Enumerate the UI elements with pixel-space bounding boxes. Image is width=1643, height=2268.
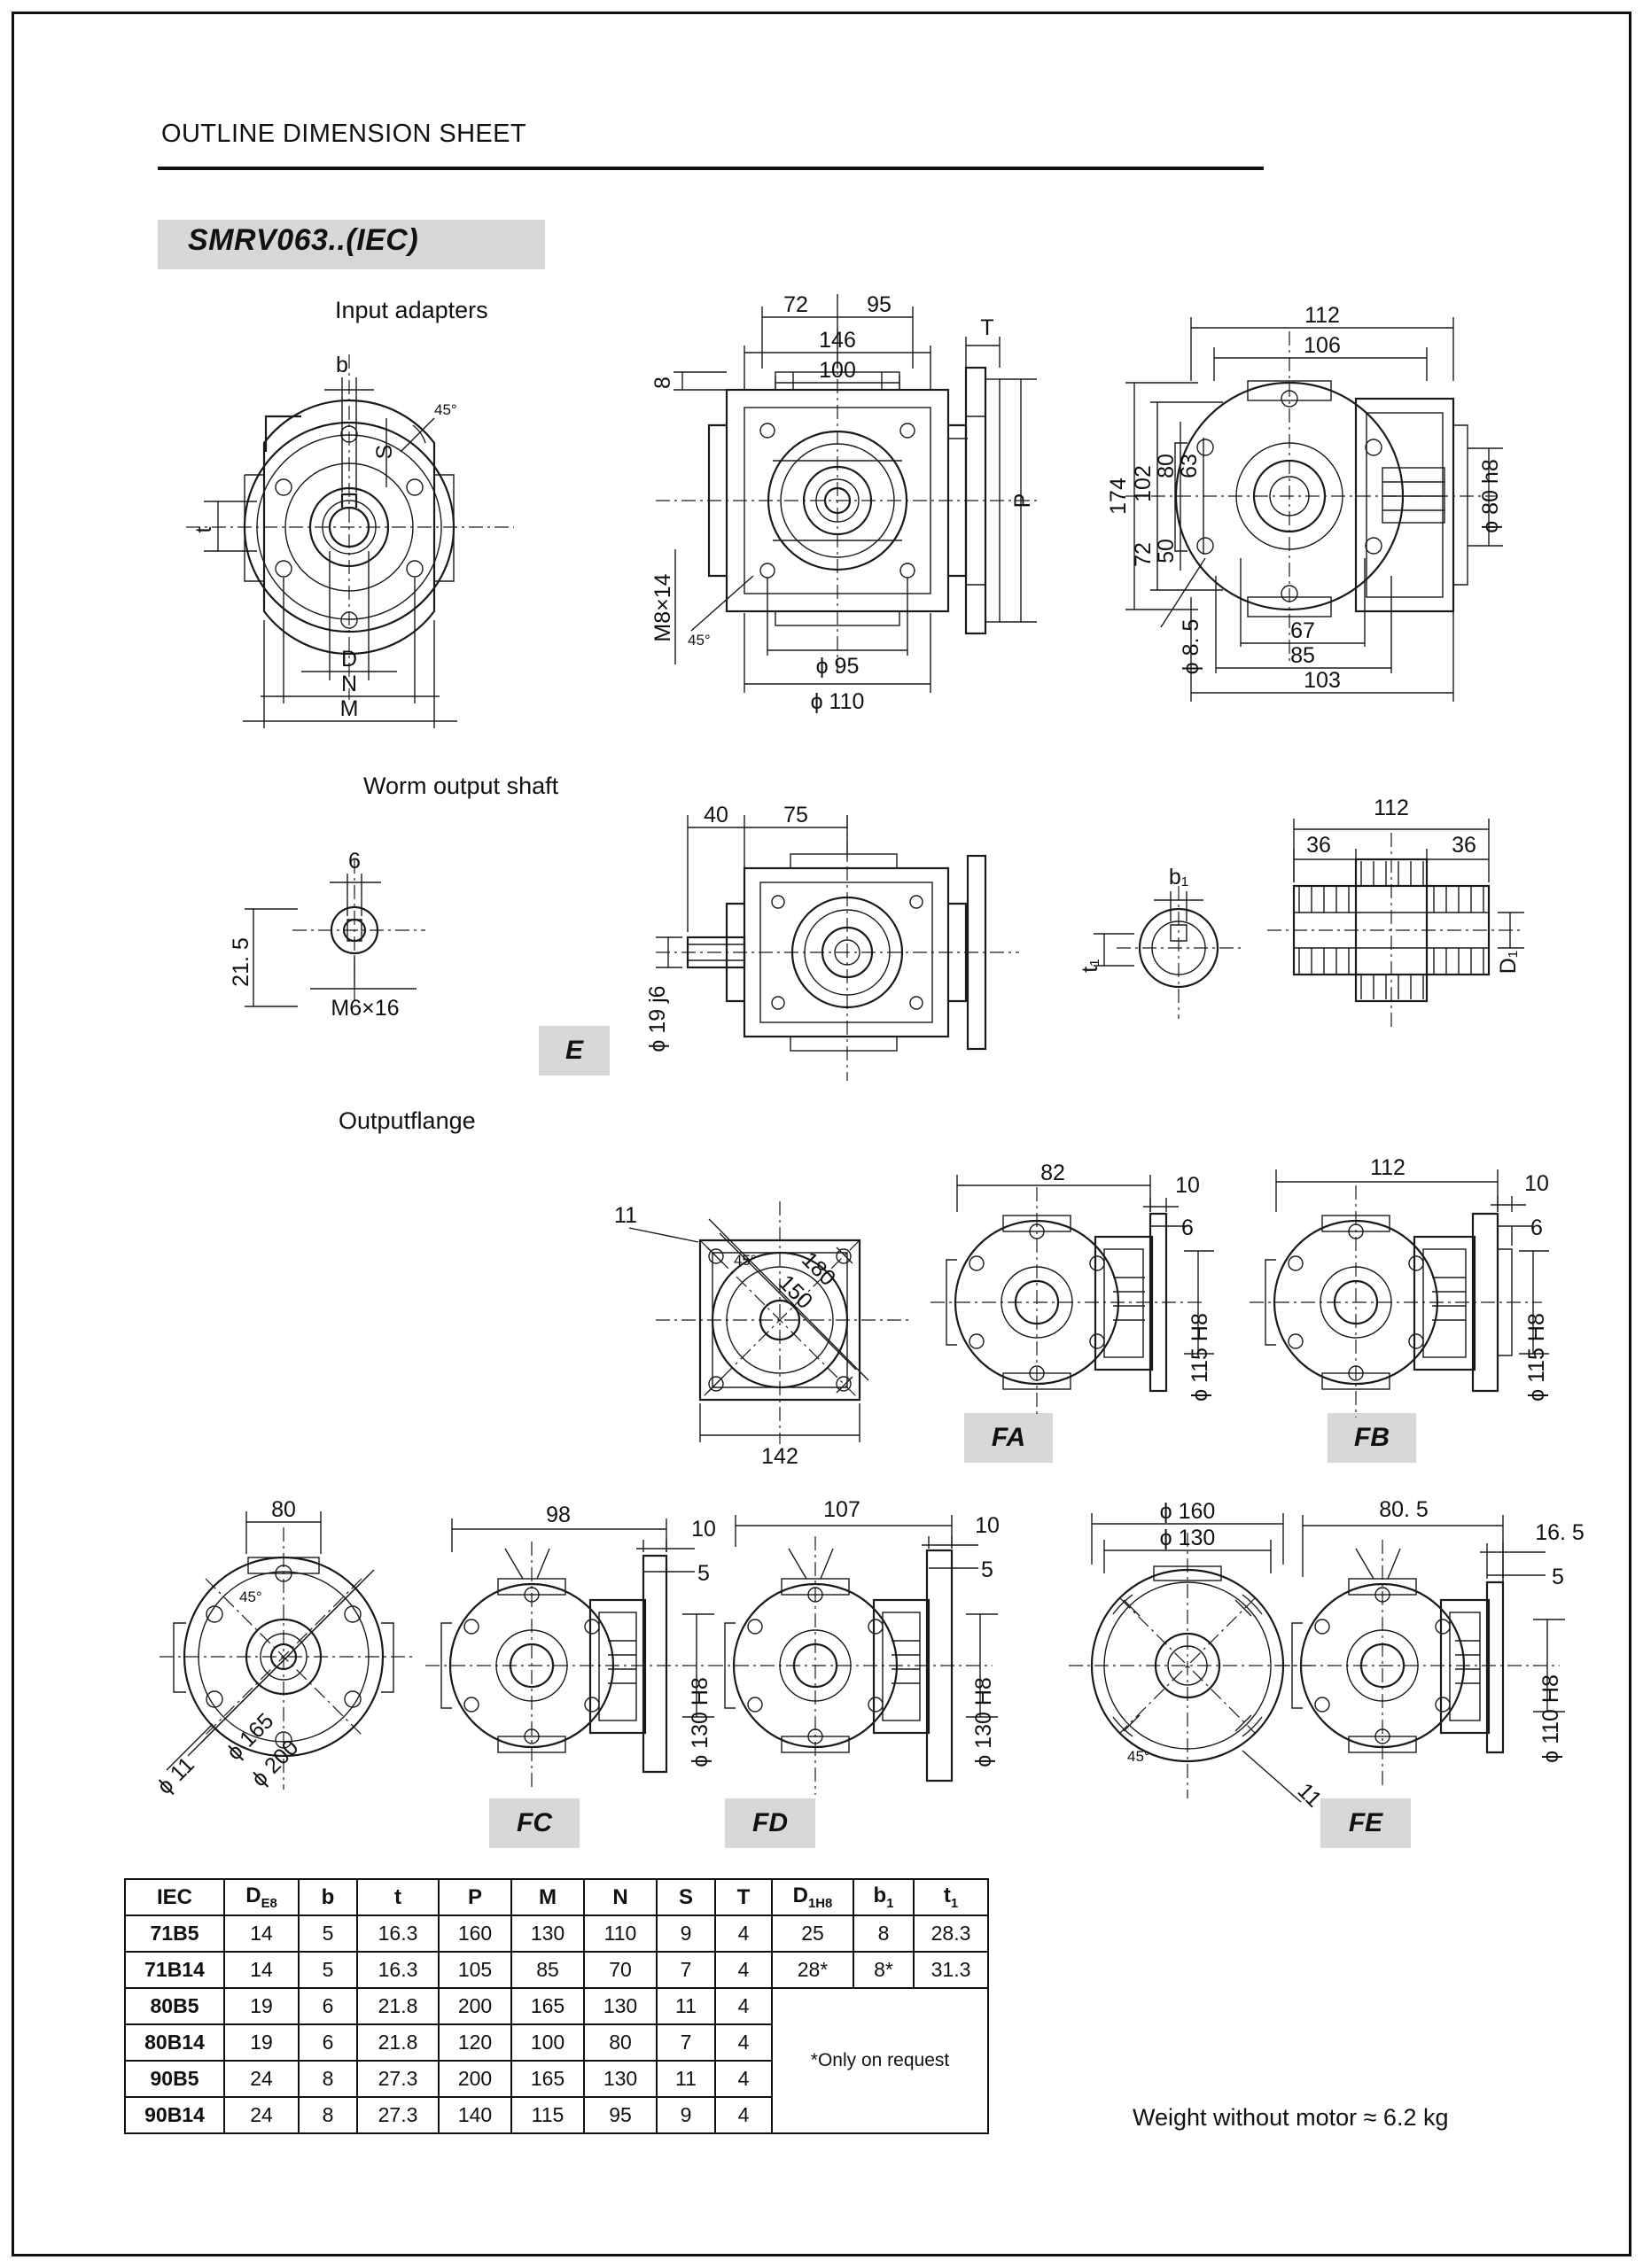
th-n: N: [584, 1879, 657, 1915]
dim-N: N: [340, 672, 358, 696]
cell-p: 160: [439, 1915, 511, 1952]
cell-b: 6: [299, 1988, 357, 2024]
dim-45deg-fe: 45°: [1127, 1748, 1150, 1765]
dim-80-5: 80. 5: [1379, 1497, 1429, 1522]
cell-m: 100: [511, 2024, 584, 2061]
dim-150: 150: [774, 1270, 818, 1314]
cell-m: 165: [511, 2061, 584, 2097]
table-row: [125, 1952, 988, 1988]
dim-b: b: [336, 353, 348, 377]
model-name: SMRV063..(IEC): [188, 223, 419, 257]
cell-t-big: 4: [715, 2024, 772, 2061]
dim-146: 146: [819, 328, 856, 353]
view-code-fe: FE: [1320, 1798, 1411, 1848]
cell-d: 14: [224, 1952, 299, 1988]
th-d: $D_{E8}$: [224, 1879, 299, 1915]
dim-72: 72: [783, 292, 808, 317]
th-iec: IEC: [125, 1879, 224, 1915]
dim-10-fb: 10: [1524, 1171, 1549, 1196]
dim-107: 107: [823, 1497, 860, 1522]
drawing-flange-square-front-view: [603, 1134, 957, 1471]
cell-n: 95: [584, 2097, 657, 2133]
dim-80-fc: 80: [271, 1497, 296, 1522]
cell-m: 85: [511, 1952, 584, 1988]
cell-t: 27.3: [357, 2061, 439, 2097]
dim-142: 142: [761, 1444, 798, 1469]
dim-M: M: [339, 696, 359, 721]
th-b1: $b_1$: [853, 1879, 914, 1915]
section-label-output-flange: Outputflange: [339, 1107, 476, 1134]
th-m: M: [511, 1879, 584, 1915]
dim-6-fa: 6: [1181, 1216, 1194, 1240]
table-row: [125, 1915, 988, 1952]
dim-67: 67: [1290, 618, 1315, 643]
cell-d: 19: [224, 1988, 299, 2024]
cell-b: 5: [299, 1915, 357, 1952]
cell-n: 130: [584, 1988, 657, 2024]
cell-m: 115: [511, 2097, 584, 2133]
drawing-flange-fa-side-view: [922, 1152, 1232, 1453]
cell-b1: 8: [853, 1915, 914, 1952]
dim-phi110: ϕ 110: [810, 689, 865, 714]
cell-n: 80: [584, 2024, 657, 2061]
th-d1: $D_{1H8}$: [772, 1879, 853, 1915]
drawing-hollow-shaft-key-detail: [1055, 833, 1267, 1054]
dim-phi80h8: ϕ 80 h8: [1478, 459, 1503, 533]
dim-95: 95: [867, 292, 892, 317]
dim-36-left: 36: [1306, 833, 1331, 858]
dim-10-fa: 10: [1175, 1173, 1200, 1198]
drawing-worm-shaft-side-view: [638, 797, 1046, 1090]
cell-s: 9: [657, 2097, 715, 2133]
drawing-input-adapter-end-view: [1099, 292, 1524, 753]
cell-p: 120: [439, 2024, 511, 2061]
cell-t1: 28.3: [914, 1915, 988, 1952]
cell-b: 6: [299, 2024, 357, 2061]
dim-phi95: ϕ 95: [815, 654, 860, 679]
dim-phi11: ϕ 11: [152, 1751, 199, 1799]
drawing-hollow-shaft-hub-section: [1250, 797, 1542, 1054]
cell-t: 16.3: [357, 1915, 439, 1952]
drawing-flange-fb-side-view: [1241, 1143, 1569, 1453]
cell-b1: 8*: [853, 1952, 914, 1988]
th-p: P: [439, 1879, 511, 1915]
cell-d: 14: [224, 1915, 299, 1952]
th-t: t: [357, 1879, 439, 1915]
th-t1: $t_1$: [914, 1879, 988, 1915]
dim-45deg-side: 45°: [688, 632, 711, 649]
drawing-flange-fd-side-view: [700, 1497, 1019, 1825]
dim-8: 8: [650, 377, 675, 389]
weight-note: Weight without motor ≈ 6.2 kg: [1133, 2104, 1449, 2131]
cell-t-big: 4: [715, 2097, 772, 2133]
dim-103: 103: [1304, 668, 1341, 693]
dim-112-end: 112: [1304, 303, 1340, 328]
dim-40: 40: [704, 803, 728, 827]
dim-10-fd: 10: [975, 1513, 1000, 1538]
table-header-row: [125, 1879, 988, 1915]
section-label-input-adapters: Input adapters: [335, 297, 488, 323]
dim-phi200: ϕ 200: [246, 1735, 304, 1792]
dim-6-worm: 6: [348, 849, 361, 874]
drawing-input-adapter-side-view: [620, 284, 1081, 744]
dim-100: 100: [819, 358, 856, 383]
cell-t-big: 4: [715, 2061, 772, 2097]
table-row: [125, 1988, 988, 2024]
dim-D: D: [340, 647, 358, 672]
dim-5-fd: 5: [981, 1557, 993, 1582]
drawing-flange-fc-side-view: [417, 1497, 736, 1825]
cell-b: 8: [299, 2061, 357, 2097]
dim-16-5: 16. 5: [1535, 1520, 1585, 1545]
cell-d1: 25: [772, 1915, 853, 1952]
view-code-fd: FD: [725, 1798, 815, 1848]
cell-s: 9: [657, 1915, 715, 1952]
dim-t1: t₁: [1078, 959, 1102, 973]
cell-iec: 71B14: [125, 1952, 224, 1988]
cell-p: 200: [439, 1988, 511, 2024]
dim-6-fb: 6: [1530, 1216, 1543, 1240]
cell-t-big: 4: [715, 1988, 772, 2024]
cell-n: 130: [584, 2061, 657, 2097]
dim-P: P: [1010, 493, 1035, 509]
drawing-input-adapter-front-view: [168, 319, 541, 735]
dim-112-hub: 112: [1374, 797, 1409, 820]
th-s: S: [657, 1879, 715, 1915]
dim-phi130-fd: ϕ 130 H8: [971, 1677, 996, 1767]
dim-174: 174: [1106, 478, 1131, 515]
cell-d: 24: [224, 2097, 299, 2133]
cell-s: 7: [657, 1952, 715, 1988]
cell-t-big: 4: [715, 1915, 772, 1952]
dim-5-fe: 5: [1552, 1565, 1564, 1589]
dim-phi130-fe: ϕ 130: [1159, 1526, 1216, 1550]
dimension-table: [124, 1878, 989, 2134]
dim-phi8-5: ϕ 8. 5: [1179, 618, 1203, 675]
dim-phi160: ϕ 160: [1159, 1499, 1216, 1524]
cell-b: 8: [299, 2097, 357, 2133]
cell-s: 11: [657, 2061, 715, 2097]
cell-s: 11: [657, 1988, 715, 2024]
view-code-fb: FB: [1328, 1413, 1416, 1463]
cell-t: 16.3: [357, 1952, 439, 1988]
dim-102: 102: [1131, 465, 1156, 502]
dim-180: 180: [797, 1247, 841, 1291]
cell-t: 21.8: [357, 2024, 439, 2061]
cell-d: 24: [224, 2061, 299, 2097]
dim-M8x14: M8×14: [650, 573, 675, 642]
header-divider: [158, 167, 1264, 170]
dim-phi115-fb: ϕ 115 H8: [1524, 1313, 1549, 1402]
page-title: OUTLINE DIMENSION SHEET: [161, 120, 527, 148]
dim-75: 75: [783, 803, 808, 827]
cell-t1: 31.3: [914, 1952, 988, 1988]
cell-t: 21.8: [357, 1988, 439, 2024]
th-b: b: [299, 1879, 357, 1915]
dim-45deg-flange: 45°: [734, 1252, 757, 1269]
dim-M6x16: M6×16: [331, 996, 400, 1021]
cell-iec: 80B14: [125, 2024, 224, 2061]
dim-36-right: 36: [1452, 833, 1476, 858]
dim-phi110-fe: ϕ 110 H8: [1538, 1674, 1563, 1763]
dim-5-fc: 5: [697, 1561, 710, 1586]
view-code-fc: FC: [489, 1798, 580, 1848]
dim-D1: D₁: [1496, 950, 1521, 975]
dim-106: 106: [1304, 333, 1341, 358]
cell-p: 200: [439, 2061, 511, 2097]
th-t-big: T: [715, 1879, 772, 1915]
cell-iec: 71B5: [125, 1915, 224, 1952]
dim-phi130-fc: ϕ 130 H8: [688, 1677, 712, 1767]
cell-n: 70: [584, 1952, 657, 1988]
drawing-flange-fe-side-view: [1267, 1497, 1586, 1825]
drawing-worm-shaft-end-detail: [213, 824, 505, 1054]
dim-80: 80: [1154, 454, 1179, 478]
dim-112-fb: 112: [1370, 1155, 1406, 1180]
dim-21-5: 21. 5: [229, 937, 253, 987]
dim-S: S: [372, 444, 397, 460]
dim-50: 50: [1154, 539, 1179, 563]
dim-phi115-fa: ϕ 115 H8: [1187, 1313, 1212, 1402]
cell-iec: 90B5: [125, 2061, 224, 2097]
cell-t-big: 4: [715, 1952, 772, 1988]
cell-n: 110: [584, 1915, 657, 1952]
dim-T: T: [980, 315, 994, 340]
cell-b: 5: [299, 1952, 357, 1988]
cell-p: 105: [439, 1952, 511, 1988]
dim-63: 63: [1177, 454, 1202, 478]
dim-85: 85: [1290, 643, 1315, 668]
dim-45deg-adapter: 45°: [434, 401, 457, 418]
cell-p: 140: [439, 2097, 511, 2133]
cell-m: 130: [511, 1915, 584, 1952]
cell-iec: 90B14: [125, 2097, 224, 2133]
view-code-e: E: [539, 1026, 610, 1076]
cell-m: 165: [511, 1988, 584, 2024]
cell-d1: 28*: [772, 1952, 853, 1988]
dim-72-end: 72: [1131, 542, 1156, 567]
cell-iec: 80B5: [125, 1988, 224, 2024]
dim-b1: b₁: [1168, 865, 1189, 889]
section-label-worm-output-shaft: Worm output shaft: [363, 773, 559, 799]
dim-t: t: [191, 526, 216, 533]
cell-t: 27.3: [357, 2097, 439, 2133]
dim-10-fc: 10: [691, 1517, 716, 1542]
dim-11-fe: 11: [1292, 1778, 1327, 1813]
cell-s: 7: [657, 2024, 715, 2061]
dim-82: 82: [1040, 1161, 1065, 1185]
cell-d: 19: [224, 2024, 299, 2061]
table-note: *Only on request: [772, 1988, 988, 2133]
dim-11-flange: 11: [614, 1203, 637, 1228]
dim-phi19j6: ϕ 19 j6: [645, 985, 670, 1052]
dim-98: 98: [546, 1503, 571, 1527]
dim-45deg-fc: 45°: [239, 1588, 262, 1605]
dim-phi165: ϕ 165: [222, 1708, 279, 1766]
view-code-fa: FA: [964, 1413, 1053, 1463]
